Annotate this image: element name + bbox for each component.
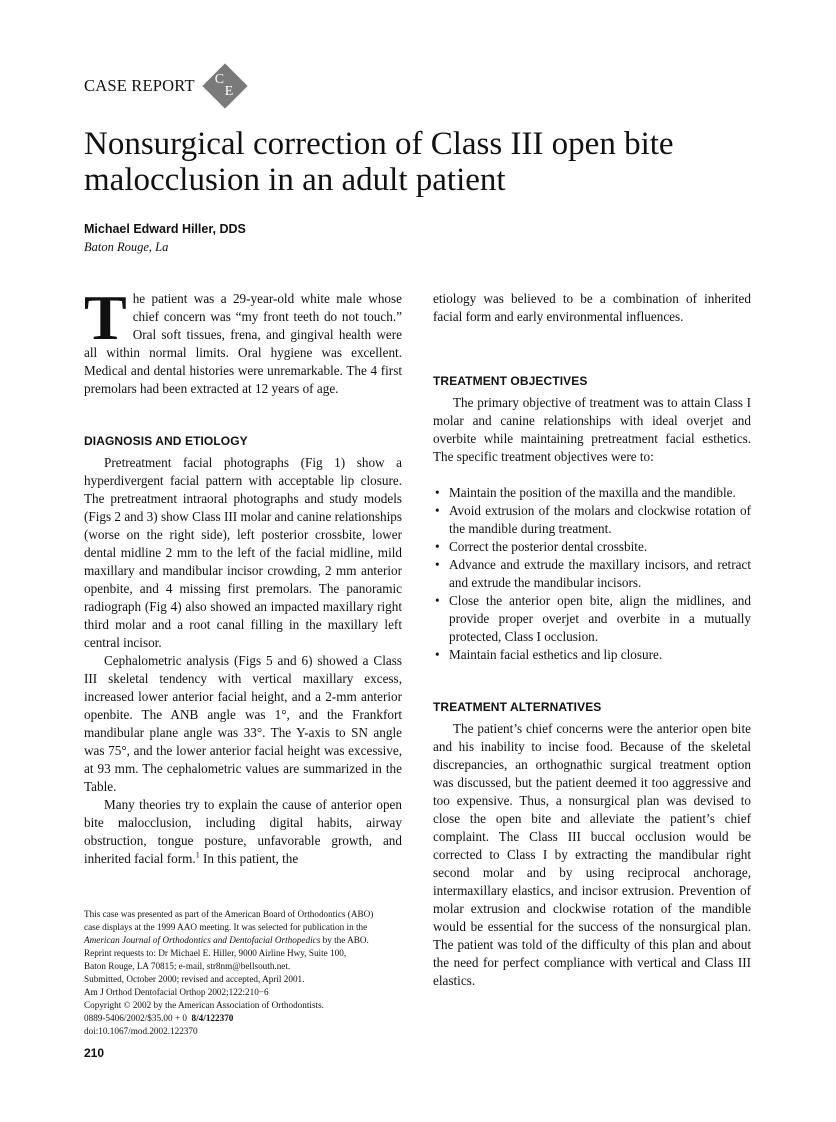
section-heading-objectives: TREATMENT OBJECTIVES: [433, 374, 588, 388]
ce-letter-c: C: [214, 72, 225, 87]
issn-prefix: 0889-5406/2002/$35.00 + 0: [84, 1013, 192, 1023]
ce-letter-e: E: [224, 84, 234, 99]
article-footnote: [84, 908, 404, 1038]
diagnosis-paragraph-3-text: Many theories try to explain the cause of anterior open bite malocclusion, including digital habits, airway obstruction, tongue posture, unfavorable growth, and inherited facial form.: [84, 797, 402, 866]
objective-item: • Avoid extrusion of the molars and clockwise rotation of the mandible during treatment.: [433, 502, 751, 538]
footnote-line: [84, 934, 404, 947]
page-number: 210: [84, 1046, 105, 1060]
footnote-line-rest: by the ABO.: [320, 935, 369, 945]
issn-line: [84, 1012, 404, 1025]
citation: Am J Orthod Dentofacial Orthop 2002;122:210−6: [84, 987, 269, 997]
section-heading-alternatives: TREATMENT ALTERNATIVES: [433, 700, 602, 714]
section-label: CASE REPORT: [84, 76, 195, 95]
objective-item: • Advance and extrude the maxillary incisors, and retract and extrude the mandibular incisors.: [433, 556, 751, 592]
journal-header: [84, 62, 249, 110]
reprint-address-email[interactable]: Baton Rouge, LA 70815; e-mail, str8nm@bellsouth.net.: [84, 961, 291, 971]
diagnosis-paragraph-3: [84, 796, 402, 868]
intro-paragraph: [84, 282, 402, 398]
diagnosis-paragraph-1: Pretreatment facial photographs (Fig 1) show a hyperdivergent facial pattern with acceptable lip closure. The pretreatment intraoral photographs and study models (Figs 2 and 3) show Class III molar and canine relationships (worse on the right side), left posterior crossbite, lower dental midline 2 mm to the left of the facial midline, mild maxillary and mandibular incisor crowding, 2 mm anterior openbite, and 4 missing first premolars. The panoramic radiograph (Fig 4) also showed an impacted maxillary right third molar and a root canal filling in the maxillary left central incisor.: [84, 455, 402, 650]
submission-dates: Submitted, October 2000; revised and accepted, April 2001.: [84, 974, 305, 984]
right-column: [433, 290, 751, 990]
article-title: Nonsurgical correction of Class III open bite malocclusion in an adult patient: [84, 126, 674, 198]
objectives-paragraph: The primary objective of treatment was to attain Class I molar and canine relationships with ideal overjet and overbite while maintaining pretreatment facial esthetics. The specific treatment objectives were to:: [433, 395, 751, 464]
diagnosis-paragraph-2: Cephalometric analysis (Figs 5 and 6) showed a Class III skeletal tendency with vertical maxillary excess, increased lower anterior facial height, and a 2-mm anterior openbite. The ANB angle was 1°, and the Frankfort mandibular plane angle was 33°. The Y-axis to SN angle was 75°, and the lower anterior facial height was excessive, at 93 mm. The cephalometric values are summarized in the Table.: [84, 653, 402, 794]
footnote-line: case displays at the 1999 AAO meeting. It was selected for publication in the: [84, 922, 368, 932]
footnote-line: This case was presented as part of the American Board of Orthodontics (ABO): [84, 909, 374, 919]
objectives-list: [433, 484, 751, 664]
diagnosis-paragraph-3-tail: In this patient, the: [199, 851, 299, 866]
section-heading-diagnosis: DIAGNOSIS AND ETIOLOGY: [84, 434, 248, 448]
objective-item: • Maintain facial esthetics and lip closure.: [433, 646, 751, 664]
alternatives-paragraph: The patient’s chief concerns were the anterior open bite and his inability to incise food. Because of the skeletal discrepancies, an orthognathic surgical treatment option was discussed, but the patient deemed it too aggressive and too expensive. Thus, a nonsurgical plan was devised to close the open bite and alleviate the patient’s chief complaint. The Class III buccal occlusion would be corrected to Class I by extracting the mandibular right second molar and by using reciprocal anchorage, intermaxillary elastics, and incisor extrusion. Prevention of molar extrusion and clockwise rotation of the mandible would be essential for the success of the nonsurgical plan. The patient was told of the difficulty of this plan and about the need for perfect compliance with vertical and Class III elastics.: [433, 721, 751, 988]
author-affiliation: Baton Rouge, La: [84, 240, 169, 254]
left-column: [84, 282, 402, 868]
journal-name: American Journal of Orthodontics and Dentofacial Orthopedics: [84, 935, 321, 945]
objective-item: • Close the anterior open bite, align the midlines, and provide proper overjet and overbite in a mutually protected, Class I occlusion.: [433, 592, 751, 646]
intro-text: he patient was a 29-year-old white male whose chief concern was “my front teeth do not touch.” Oral soft tissues, frena, and gingival health were all within normal limits. Oral hygiene was excellent. Medical and dental histories were unremarkable. The 4 first premolars had been extracted at 12 years of age.: [84, 291, 402, 396]
author-name: Michael Edward Hiller, DDS: [84, 222, 246, 236]
drop-cap: T: [84, 282, 127, 353]
reference-superscript[interactable]: 1: [195, 850, 200, 860]
ce-diamond-icon: [201, 62, 249, 110]
copyright: Copyright © 2002 by the American Association of Orthodontists.: [84, 1000, 324, 1010]
objective-item: • Maintain the position of the maxilla and the mandible.: [433, 484, 751, 502]
etiology-continuation: etiology was believed to be a combination of inherited facial form and early environmental influences.: [433, 291, 751, 324]
reprint-requests: Reprint requests to: Dr Michael E. Hiller, 9000 Airline Hwy, Suite 100,: [84, 948, 347, 958]
doi[interactable]: doi:10.1067/mod.2002.122370: [84, 1026, 198, 1036]
objective-item: • Correct the posterior dental crossbite.: [433, 538, 751, 556]
article-code: 8/4/122370: [191, 1013, 234, 1023]
